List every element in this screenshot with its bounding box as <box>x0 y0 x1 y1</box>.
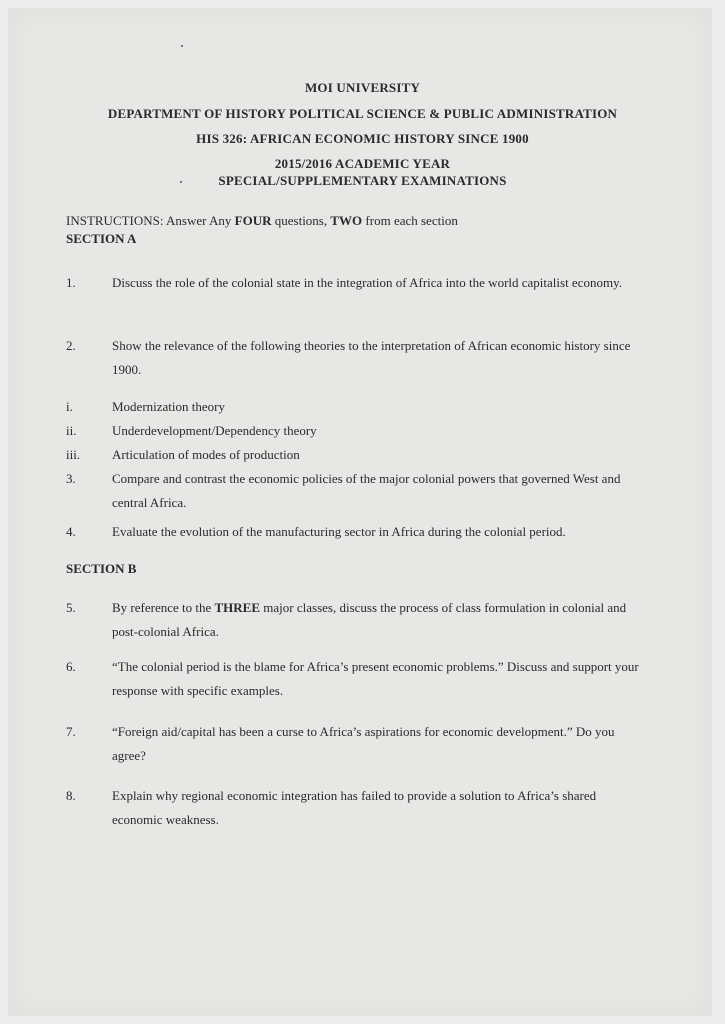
section-b-title: SECTION B <box>66 561 137 576</box>
question-text: “Foreign aid/capital has been a curse to Africa’s aspirations for economic development.” Do you agree? <box>112 724 615 763</box>
question-number: 5. <box>66 600 76 615</box>
question-text <box>112 596 642 644</box>
instructions-four: FOUR <box>234 213 272 228</box>
question-number: 1. <box>66 275 76 290</box>
instructions-two: TWO <box>330 213 363 228</box>
university-name: MOI UNIVERSITY <box>304 80 421 95</box>
question-text: Compare and contrast the economic policies of the major colonial powers that governed West and central Africa. <box>112 471 621 510</box>
question-number: ii. <box>66 423 77 438</box>
question-text: Show the relevance of the following theories to the interpretation of African economic history since 1900. <box>112 338 631 377</box>
question-number: iii. <box>66 447 81 462</box>
instructions-label: INSTRUCTIONS: <box>66 213 164 228</box>
instructions-text-2: questions, <box>271 213 331 228</box>
question-text: “The colonial period is the blame for Africa’s present economic problems.” Discuss and support your response with specific examples. <box>112 659 639 698</box>
exam-type: SPECIAL/SUPPLEMENTARY EXAMINATIONS <box>218 173 507 188</box>
question-emphasis: THREE <box>214 600 261 615</box>
question-text: Modernization theory <box>112 399 225 414</box>
question-number: 6. <box>66 659 76 674</box>
question-number: i. <box>66 399 73 414</box>
academic-year: 2015/2016 ACADEMIC YEAR <box>274 156 451 171</box>
question-number: 7. <box>66 724 76 739</box>
question-text-part: By reference to the <box>112 600 215 615</box>
question-text: Evaluate the evolution of the manufacturing sector in Africa during the colonial period. <box>112 524 566 539</box>
question-text-part: major classes, discuss the process of class formulation in colonial and post-colonial Africa. <box>112 600 627 639</box>
question-number: 8. <box>66 788 76 803</box>
question-text: Articulation of modes of production <box>112 447 300 462</box>
question-text: Underdevelopment/Dependency theory <box>112 423 317 438</box>
question-text: Explain why regional economic integration has failed to provide a solution to Africa’s shared economic weakness. <box>112 788 597 827</box>
section-a-title: SECTION A <box>66 231 137 246</box>
instructions-text-1: Answer Any <box>163 213 235 228</box>
question-number: 2. <box>66 338 76 353</box>
question-text: Discuss the role of the colonial state in the integration of Africa into the world capitalist economy. <box>112 275 622 290</box>
question-number: 4. <box>66 524 76 539</box>
department-name: DEPARTMENT OF HISTORY POLITICAL SCIENCE & PUBLIC ADMINISTRATION <box>107 106 618 121</box>
course-title: HIS 326: AFRICAN ECONOMIC HISTORY SINCE 1900 <box>196 131 529 146</box>
instructions <box>66 213 458 229</box>
question-number: 3. <box>66 471 76 486</box>
speck <box>181 45 183 47</box>
instructions-text-3: from each section <box>362 213 458 228</box>
